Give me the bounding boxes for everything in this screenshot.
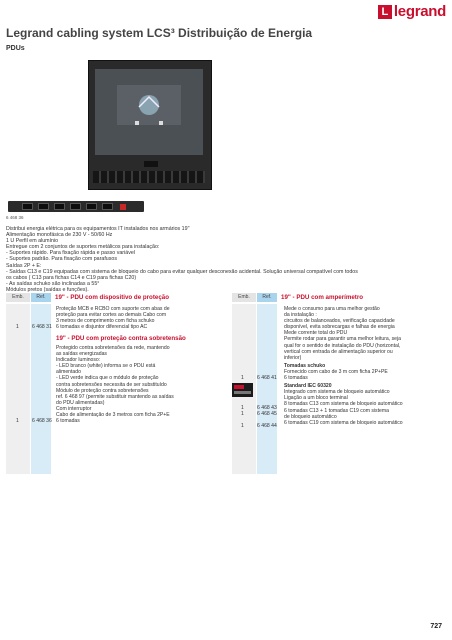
emb-header: Emb.: [232, 293, 256, 302]
desc-line: 1 U Perfil em alumínio: [6, 238, 59, 245]
ref-header: Ref.: [31, 293, 51, 302]
ampere-meter-product-image: [88, 60, 212, 190]
desc-line: - Suportes padrão. Para fixação com parafusos: [6, 256, 117, 263]
item-text: 6 tomadas e disjuntor diferencial tipo AC: [56, 324, 148, 331]
item-emb: 1: [241, 423, 244, 429]
desc-line: Módulos pretos (saídas e funções).: [6, 286, 89, 293]
left-section2-title: 19" - PDU com proteção contra sobretensão: [56, 335, 186, 342]
text-line: Ligação a um bloco terminal: [284, 395, 348, 402]
desc-line: Distribui energia elétrica para os equipamentos IT instalados nos armários 19": [6, 226, 190, 232]
socket-icon: [38, 203, 49, 210]
page-title: Legrand cabling system LCS³ Distribuição de Energia: [6, 26, 313, 40]
text-line: disponível, evita sobrecargas e falhas de energia: [284, 324, 395, 331]
meter-display-icon: [95, 69, 203, 155]
text-line: Módulo de proteção contra sobretensões: [56, 387, 149, 394]
switch-icon: [120, 204, 126, 210]
product-image-code: 6 468 36: [6, 215, 24, 220]
text-line: contra sobretensões necessita de ser substituído: [56, 381, 167, 388]
text-line: Integrado com sistema de bloqueio automático: [284, 389, 390, 396]
right-section-text: [284, 306, 446, 426]
handle: [144, 161, 158, 167]
item-text: 6 tomadas: [56, 418, 80, 425]
display-panel: [95, 69, 203, 155]
ref-header: Ref.: [257, 293, 277, 302]
text-line: - LED branco (white) informa se o PDU está: [56, 363, 156, 370]
text-line: qual for o sentido de instalação do PDU (horizontal,: [284, 342, 401, 349]
item-text: 6 tomadas C19 com sistema de bloqueio automático: [284, 419, 403, 426]
pdu-strip-image: [8, 201, 144, 212]
desc-line: Alimentação monofásica de 230 V - 50/60 Hz: [6, 232, 113, 239]
right-section-title: 19" - PDU com amperímetro: [281, 294, 364, 301]
left-table-header: [6, 293, 169, 302]
text-line: 3 metros de comprimento com ficha schuko: [56, 318, 155, 325]
schuko-title: Tomadas schuko: [284, 362, 326, 369]
text-line: circuitos de balanceados, verificação capacidade: [284, 318, 395, 325]
item-text: 6 tomadas: [284, 375, 308, 382]
socket-icon: [70, 203, 81, 210]
text-line: inferior): [284, 354, 302, 361]
vent-lines: [93, 171, 205, 183]
item-ref: 6 468 43: [257, 405, 277, 411]
description: [6, 226, 446, 293]
item-ref: 6 468 31: [32, 324, 52, 330]
text-line: Permite rodar para garantir uma melhor leitura, seja: [284, 336, 401, 343]
right-table-header: [232, 293, 363, 302]
text-line: Fornecido com cabo de 3 m com ficha 2P+PE: [284, 368, 388, 375]
socket-icon: [22, 203, 33, 210]
item-text: 8 tomadas C13 com sistema de bloqueio automático: [284, 401, 403, 408]
text-line: Protegido contra sobretensões da rede, mantendo: [56, 345, 170, 351]
logo-box: L: [378, 5, 392, 19]
item-ref: 6 468 36: [32, 418, 52, 424]
page-number: 727: [430, 623, 442, 630]
socket-icon: [54, 203, 65, 210]
item-emb: 1: [241, 375, 244, 381]
text-line: Mede o consumo para uma melhor gestão: [284, 306, 380, 312]
desc-line: - Suportes rápido. Para fixação rápida e passo variável: [6, 250, 135, 257]
item-emb: 1: [241, 405, 244, 411]
socket-icon: [86, 203, 97, 210]
text-line: ref. 6 468 97 (permite substituir mantendo as saídas: [56, 393, 174, 400]
item-text: de bloqueio automático: [284, 413, 337, 420]
page-subtitle: PDUs: [6, 45, 25, 52]
text-line: Com interruptor: [56, 405, 92, 412]
iec-title: Standard IEC 60320: [284, 383, 332, 390]
item-ref: 6 468 44: [257, 423, 277, 429]
desc-line: - Saídas C13 e C19 equipadas com sistema de bloqueio do cabo para evitar qualquer desconexão acidental. Solução universal compatível com todos: [6, 268, 358, 275]
item-emb: 1: [16, 418, 19, 424]
text-line: Cabo de alimentação de 3 metros com ficha 2P+E: [56, 412, 170, 419]
text-line: da instalação :: [284, 312, 317, 319]
text-line: vertical com entrada de alimentação superior ou: [284, 348, 393, 355]
desc-line: - As saídas schuko são inclinadas a 55°: [6, 280, 100, 287]
desc-line: os cabos ( C13 para fichas C14 e C19 para fichas C20): [6, 274, 137, 281]
item-emb: 1: [241, 411, 244, 417]
text-line: Indicador luminoso:: [56, 357, 101, 364]
emb-header: Emb.: [6, 293, 30, 302]
left-section1-title: 19" - PDU com dispositivo de proteção: [55, 294, 169, 301]
logo-text: legrand: [393, 3, 446, 20]
text-line: Mede corrente total do PDU: [284, 330, 348, 337]
text-line: as saídas energizadas: [56, 351, 107, 358]
lock-system-badge-icon: [232, 383, 253, 397]
item-text: 6 tomadas C13 + 1 tomadas C19 com sistema: [284, 407, 389, 414]
socket-icon: [102, 203, 113, 210]
legrand-logo: [378, 3, 446, 20]
text-line: do PDU alimentadas): [56, 399, 105, 406]
text-line: Proteção MCB e RCBO com suporte com abas de: [56, 306, 170, 312]
item-emb: 1: [16, 324, 19, 330]
left-section1-text: [56, 306, 226, 330]
desc-line: Saídas 2P + E:: [6, 262, 42, 269]
left-section2-text: [56, 345, 226, 424]
text-line: - LED verde indica que o módulo de proteção: [56, 375, 159, 382]
item-ref: 6 468 45: [257, 411, 277, 417]
desc-line: Entregue com 2 conjuntos de suportes metálicos para instalação:: [6, 244, 160, 251]
item-ref: 6 468 41: [257, 375, 277, 381]
text-line: alimentado: [56, 369, 81, 376]
text-line: proteção para evitar cortes ao demais Cabo com: [56, 312, 167, 319]
right-ref-column: [257, 304, 277, 474]
